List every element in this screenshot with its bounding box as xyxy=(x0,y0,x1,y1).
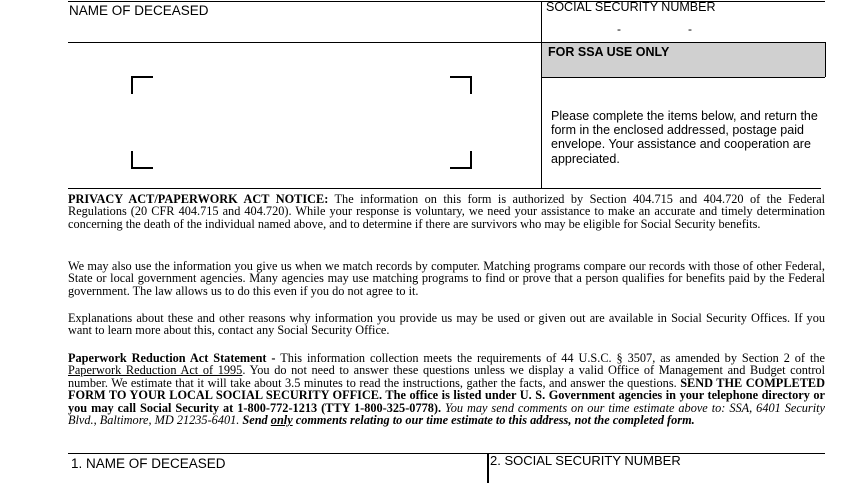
address-window-top-left-corner xyxy=(131,76,153,94)
ssn-separator-2: - xyxy=(688,22,692,36)
address-window-bottom-right-corner xyxy=(450,151,472,169)
paperwork-part1: This information collection meets the requirements of 44 U.S.C. § 3507, as amended by Section 2 of the xyxy=(280,351,825,365)
address-window-bottom-left-corner xyxy=(131,151,153,169)
ssa-box-right-edge xyxy=(825,42,826,77)
bottom-name-of-deceased-label: 1. NAME OF DECEASED xyxy=(71,456,226,471)
bottom-form-divider xyxy=(487,453,489,483)
privacy-act-notice xyxy=(68,193,825,230)
explanations-paragraph: Explanations about these and other reasons why information you provide us may be used or given out are available in Social Security Offices. If you want to learn more about this, contact any Social Security Office. xyxy=(68,311,825,338)
paperwork-part2: . You do not need to answer these questions unless we display a valid Office of Management and Budget control number. We estimate that it will take about 3.5 minutes to read the instructions, gather the facts, and answer the questions. xyxy=(68,363,825,390)
privacy-act-body: The information on this form is authorized by Section 404.715 and 404.720 of the Federal Regulations (20 CFR 404.715 and 404.720). While your response is voluntary, we need your assistance to make an accurate and timely determination concerning the death of the individual named above, and to determine if there are survivors who may be eligible for Social Security benefits. xyxy=(68,192,825,231)
paperwork-only-word: only xyxy=(270,413,293,428)
paperwork-heading: Paperwork Reduction Act Statement - xyxy=(68,351,276,365)
paperwork-closing: comments relating to our time estimate to this address, not the completed form. xyxy=(295,413,695,428)
matching-programs-paragraph: We may also use the information you give us when we match records by computer. Matching programs compare our records with those of other Federal, State or local government agencies. Many agencies may use matching programs to find or prove that a person qualifies for benefits paid by the Federal government. The law allows us to do this even if you do not agree to it. xyxy=(68,259,825,298)
notice-top-line xyxy=(68,188,821,189)
paperwork-send-word: Send xyxy=(242,413,268,428)
paperwork-act-link[interactable]: Paperwork Reduction Act of 1995 xyxy=(68,363,243,378)
bottom-ssn-label: 2. SOCIAL SECURITY NUMBER xyxy=(490,453,681,468)
ssn-separator-1: - xyxy=(617,22,621,36)
ssn-label: SOCIAL SECURITY NUMBER xyxy=(546,0,716,14)
top-column-divider xyxy=(541,1,542,188)
name-of-deceased-label: NAME OF DECEASED xyxy=(69,3,209,18)
ssa-use-only-title: FOR SSA USE ONLY xyxy=(548,45,670,59)
bottom-form-top-line xyxy=(68,453,825,454)
paperwork-reduction-statement xyxy=(68,352,825,426)
ssa-use-only-header xyxy=(542,43,825,78)
privacy-act-heading: PRIVACY ACT/PAPERWORK ACT NOTICE: xyxy=(68,192,329,206)
paperwork-send-instructions: SEND THE COMPLETED FORM TO YOUR LOCAL SOCIAL SECURITY OFFICE. The office is listed under U. S. Government agencies in your telephone directory or you may call Social Security at 1-800-772-1213 (TTY 1-800-325-0778). xyxy=(68,375,826,415)
name-of-deceased-input[interactable] xyxy=(70,21,539,41)
paperwork-comments-address: You may send comments on our time estimate above to: SSA, 6401 Security Blvd., Baltimore, MD 21235-6401. xyxy=(68,400,826,428)
ssn-input[interactable] xyxy=(548,21,822,41)
address-window-top-right-corner xyxy=(450,76,472,94)
ssa-instructions: Please complete the items below, and return the form in the enclosed addressed, postage paid envelope. Your assistance and cooperation are appreciated. xyxy=(551,109,818,166)
